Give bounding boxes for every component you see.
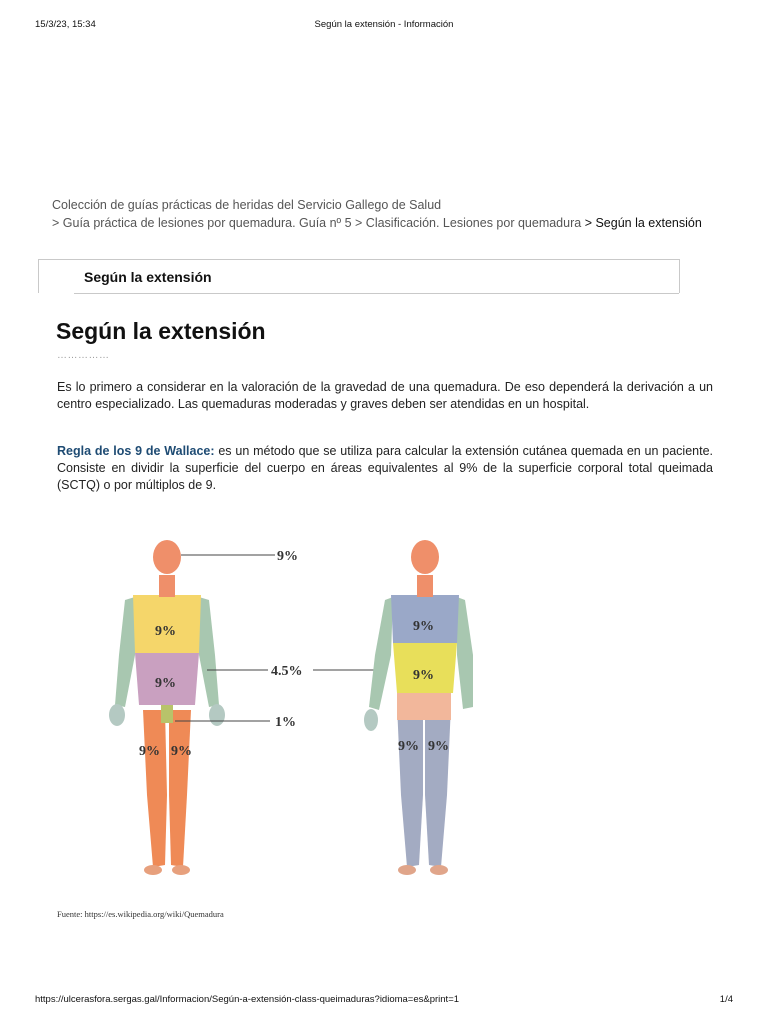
back-buttocks [397, 690, 451, 720]
front-head [153, 540, 181, 574]
breadcrumb [52, 196, 732, 232]
front-left-leg-label: 9% [139, 744, 160, 759]
front-right-leg [169, 710, 191, 867]
back-right-arm [457, 597, 473, 709]
back-lower-label: 9% [413, 668, 434, 683]
wallace-rule-text: es un método que se utiliza para calcular la extensión cutánea quemada en un paciente. Consiste en dividir la superficie del cuerpo en áreas equivalentes al 9% de la superficie corporal total queimada (SCTQ) o por múltiplos de 9. [57, 444, 714, 492]
front-right-hand [209, 704, 225, 726]
page-title: Según la extensión [56, 318, 266, 344]
front-right-foot [172, 865, 190, 875]
print-title: Según la extensión - Información [314, 19, 454, 30]
front-abdomen-label: 9% [155, 676, 176, 691]
front-right-leg-label: 9% [171, 744, 192, 759]
front-neck [159, 575, 175, 597]
print-datetime: 15/3/23, 15:34 [35, 19, 96, 30]
intro-paragraph: Es lo primero a considerar en la valoración de la gravedad de una quemadura. De eso dependerá la derivación a un centro especializado. Las quemaduras moderadas y graves deben ser atendidas en un hospital. [57, 380, 713, 411]
back-right-leg-label: 9% [428, 739, 449, 754]
front-left-leg [143, 710, 167, 867]
front-right-arm [199, 597, 219, 707]
section-tab-label: Según la extensión [84, 269, 212, 285]
title-underline-dots: …………… [57, 350, 110, 361]
print-url: https://ulcerasfora.sergas.gal/Informacion/Según-a-extensión-class-queimaduras?idioma=es&print=1 [35, 994, 460, 1005]
front-genitals [161, 705, 173, 723]
breadcrumb-guide-link[interactable]: > Guía práctica de lesiones por quemadura. Guía nº 5 [52, 216, 352, 230]
back-left-foot [398, 865, 416, 875]
rule-of-nines-figure [95, 535, 485, 885]
wallace-rule-term: Regla de los 9 de Wallace: [57, 444, 215, 458]
back-right-foot [430, 865, 448, 875]
back-neck [417, 575, 433, 597]
rule-of-nines-illustration [95, 535, 485, 885]
page-number: 1/4 [719, 994, 733, 1005]
back-head [411, 540, 439, 574]
figure-source: Fuente: https://es.wikipedia.org/wiki/Quemadura [57, 909, 224, 919]
section-tab-box [38, 259, 680, 293]
front-chest-label: 9% [155, 624, 176, 639]
back-left-hand [364, 709, 378, 731]
back-upper-label: 9% [413, 619, 434, 634]
section-tab[interactable] [74, 260, 679, 294]
back-right-leg [425, 705, 451, 867]
front-left-foot [144, 865, 162, 875]
back-left-arm [369, 597, 393, 710]
breadcrumb-current: > Según la extensión [584, 216, 702, 230]
back-body [364, 540, 473, 875]
arms-percent-label: 4.5% [271, 664, 303, 679]
head-percent-label: 9% [277, 549, 298, 564]
back-left-leg-label: 9% [398, 739, 419, 754]
breadcrumb-collection-link[interactable]: Colección de guías prácticas de heridas del Servicio Gallego de Salud [52, 198, 442, 212]
back-left-leg [397, 705, 423, 867]
genitals-percent-label: 1% [275, 715, 296, 730]
wallace-paragraph [57, 443, 713, 494]
print-header [0, 19, 768, 33]
front-left-arm [115, 597, 135, 707]
front-left-hand [109, 704, 125, 726]
breadcrumb-section-link[interactable]: > Clasificación. Lesiones por quemadura [355, 216, 582, 230]
front-body [109, 540, 225, 875]
